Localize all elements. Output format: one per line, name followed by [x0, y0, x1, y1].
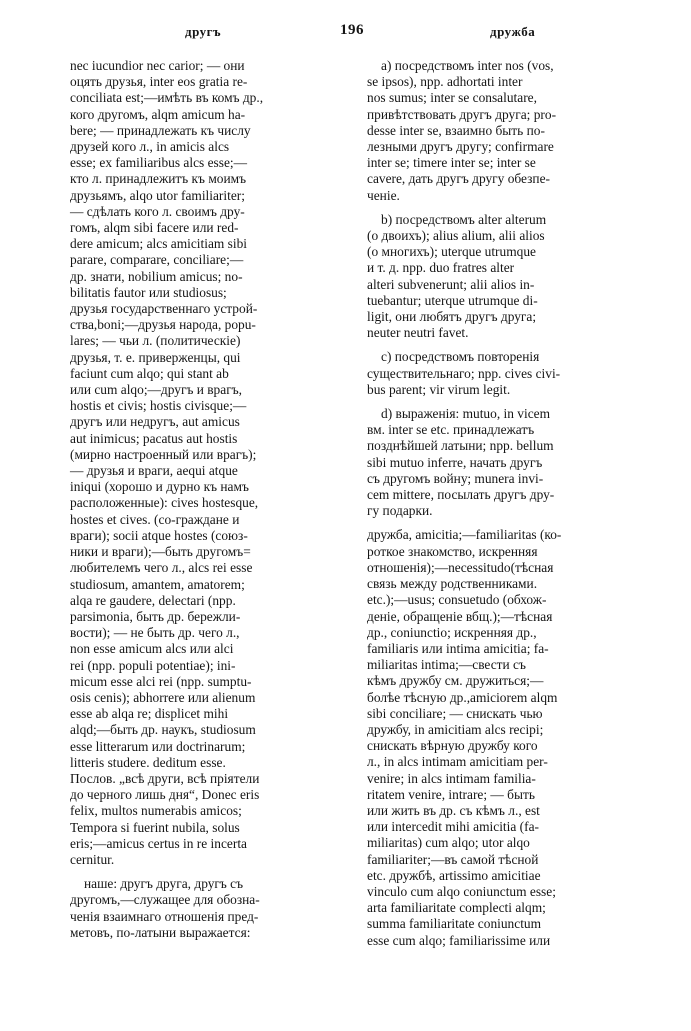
text-line: наше: другъ друга, другъ съ	[84, 876, 244, 892]
text-line: друзья, т. е. приверженцы, qui	[70, 349, 241, 365]
text-line: друзья государственнаго устрой-	[70, 301, 258, 317]
text-line: связь между родственниками.	[367, 576, 538, 592]
text-line: desse inter se, взаимно быть по-	[367, 122, 545, 138]
text-line: litteris studere. deditum esse.	[70, 754, 226, 770]
page-number: 196	[340, 22, 364, 38]
text-line: bus parent; vir virum legit.	[367, 381, 511, 397]
text-line: другомъ,—служащее для обозна-	[70, 892, 260, 908]
text-line: вм. inter se etc. принадлежатъ	[367, 422, 535, 438]
text-line: оцять друзья, inter eos gratia re-	[70, 74, 248, 90]
text-line: inter se; timere inter se; inter se	[367, 155, 536, 171]
text-line: дружбу, in amicitiam alcs recipi;	[367, 721, 544, 737]
text-line: другъ или недругъ, aut amicus	[70, 414, 240, 430]
text-line: parsimonia, быть др. бережли-	[70, 608, 241, 624]
text-line: отношенія);—necessitudo(тѣсная	[367, 559, 554, 575]
text-line: cernitur.	[70, 851, 115, 867]
text-line: etc.);—usus; consuetudo (обхож-	[367, 592, 547, 608]
text-line: esse; ex familiaribus alcs esse;—	[70, 155, 248, 171]
text-line: hostis et civis; hostis civisque;—	[70, 398, 247, 414]
text-line: Tempora si fuerint nubila, solus	[70, 819, 240, 835]
text-line: ченія взаимнаго отношенія пред-	[70, 908, 259, 924]
text-line: ства,boni;—друзья народа, popu-	[70, 317, 256, 333]
text-line: venire; in alcs intimam familia-	[367, 770, 536, 786]
left-column	[70, 58, 352, 941]
text-line: b) посредствомъ alter alterum	[381, 211, 547, 227]
text-line: ники и враги);—быть другомъ=	[70, 544, 251, 560]
text-line: vinculo cum alqo coniunctum esse;	[367, 883, 556, 899]
text-line: вости); — не быть др. чего л.,	[70, 625, 240, 641]
text-line: дружба, amicitia;—familiaritas (ко-	[367, 527, 562, 543]
text-line: кого другомъ, alqm amicum ha-	[70, 106, 246, 122]
text-line: др., coniunctio; искренняя др.,	[367, 624, 537, 640]
text-line: кто л. принадлежитъ къ моимъ	[70, 171, 247, 187]
text-line: aut inimicus; pacatus aut hostis	[70, 430, 238, 446]
text-line: arta familiaritate complecti alqm;	[367, 900, 546, 916]
text-line: расположенные): cives hostesque,	[70, 495, 259, 511]
text-line: любителемъ чего л., alcs rei esse	[70, 560, 253, 576]
text-line: esse litterarum или doctrinarum;	[70, 738, 246, 754]
text-line: parare, comparare, conciliare;—	[70, 252, 244, 268]
text-line: miliaritas intima;—свести съ	[367, 657, 526, 673]
text-line: lares; — чьи л. (политическіе)	[70, 333, 241, 349]
text-line: лезными другъ другу; confirmare	[367, 139, 554, 155]
text-line: felix, multos numerabis amicos;	[70, 803, 242, 819]
text-line: iniqui (хорошо и дурно къ намъ	[70, 479, 249, 495]
text-line: hostes et cives. (со-граждане и	[70, 511, 240, 527]
text-line: или cum alqo;—другъ и врагъ,	[70, 382, 242, 398]
text-line: osis cenis); abhorrere или alienum	[70, 689, 256, 705]
text-line: nec iucundior nec carior; — они	[70, 58, 245, 73]
text-line: studiosum, amantem, amatorem;	[70, 576, 245, 592]
text-line: съ другомъ войну; munera invi-	[367, 470, 544, 486]
text-line: rei (npp. populi potentiae); ini-	[70, 657, 236, 673]
text-line: ченіе.	[367, 187, 400, 203]
text-line: d) выраженія: mutuo, in vicem	[381, 406, 550, 422]
text-line: снискать вѣрную дружбу кого	[367, 738, 538, 754]
text-line: faciunt cum alqo; qui stant ab	[70, 365, 229, 381]
text-line: (о двоихъ); alius alium, alii alios	[367, 228, 545, 244]
text-line: существительнаго; npp. cives civi-	[367, 365, 561, 381]
text-line: гу подарки.	[367, 503, 433, 519]
text-line: позднѣйшей латыни; npp. bellum	[367, 438, 554, 454]
text-line: dere amicum; alcs amicitiam sibi	[70, 236, 247, 252]
text-line: non esse amicum alcs или alci	[70, 641, 234, 657]
text-line: esse ab alqa re; displicet mihi	[70, 706, 229, 722]
text-line: alqa re gaudere, delectari (npp.	[70, 592, 236, 608]
text-line: метовъ, по-латыни выражается:	[70, 924, 251, 940]
text-line: cem mittere, посылать другъ дру-	[367, 487, 555, 503]
text-line: miliaritas) cum alqo; utor alqo	[367, 835, 530, 851]
text-line: враги); socii atque hostes (союз-	[70, 527, 248, 543]
text-line: (о многихъ); uterque utrumque	[367, 244, 536, 260]
text-line: summa familiaritate coniunctum	[367, 916, 542, 932]
running-head-right: дружба	[490, 24, 536, 39]
text-line: болѣе тѣсную др.,amiciorem alqm	[367, 689, 558, 705]
text-line: и т. д. npp. duo fratres alter	[367, 260, 515, 276]
text-line: se ipsos), npp. adhortati inter	[367, 74, 523, 90]
text-line: bilitatis fautor или studiosus;	[70, 284, 227, 300]
text-line: alteri subvenerunt; alii alios in-	[367, 276, 535, 292]
text-line: Послов. „всѣ други, всѣ пріятели	[70, 770, 260, 786]
text-line: роткое знакомство, искренняя	[367, 543, 538, 559]
text-line: eris;—amicus certus in re incerta	[70, 835, 247, 851]
text-line: neuter neutri favet.	[367, 325, 469, 341]
right-column	[367, 58, 623, 949]
text-line: или жить въ др. съ кѣмъ л., est	[367, 802, 540, 818]
text-line: — сдѣлать кого л. своимъ дру-	[70, 203, 245, 219]
text-line: etc. дружбѣ, artissimo amicitiae	[367, 867, 541, 883]
text-line: привѣтствовать другъ друга; pro-	[367, 106, 557, 122]
text-line: familiaris или intima amicitia; fa-	[367, 640, 549, 656]
text-line: sibi mutuo inferre, начать другъ	[367, 454, 543, 470]
running-head-left: другъ	[185, 24, 222, 39]
text-line: кѣмъ дружбу см. дружиться;—	[367, 673, 544, 689]
text-line: до черного лишь дня“, Donec eris	[70, 787, 260, 803]
text-line: cavere, дать другъ другу обезпе-	[367, 171, 550, 187]
text-line: bere; — принадлежать къ числу	[70, 122, 251, 138]
text-line: alqd;—быть др. наукъ, studiosum	[70, 722, 256, 738]
text-line: деніе, обращеніе вбщ.);—тѣсная	[367, 608, 553, 624]
text-line: familiariter;—въ самой тѣсной	[367, 851, 539, 867]
text-line: tuebantur; uterque utrumque di-	[367, 292, 538, 308]
text-line: sibi conciliare; — снискать чью	[367, 705, 543, 721]
text-line: л., in alcs intimam amicitiam per-	[367, 754, 548, 770]
text-line: nos sumus; inter se consalutare,	[367, 90, 537, 106]
text-line: esse cum alqo; familiarissime или	[367, 932, 551, 948]
text-line: micum esse alci rei (npp. sumptu-	[70, 673, 252, 689]
text-line: друзей кого л., in amicis alcs	[70, 139, 230, 155]
text-line: ritatem venire, intrare; — быть	[367, 786, 535, 802]
text-line: — друзья и враги, aequi atque	[70, 463, 238, 479]
text-line: a) посредствомъ inter nos (vos,	[381, 58, 554, 73]
text-line: или intercedit mihi amicitia (fa-	[367, 819, 539, 835]
text-line: др. знати, nobilium amicus; no-	[70, 268, 243, 284]
text-line: друзьямъ, alqo utor familiariter;	[70, 187, 245, 203]
text-line: гомъ, alqm sibi facere или red-	[70, 220, 239, 236]
text-line: c) посредствомъ повторенія	[381, 349, 540, 365]
text-line: (мирно настроенный или врагъ);	[70, 446, 257, 462]
text-line: conciliata est;—имѣть въ комъ др.,	[70, 90, 264, 106]
text-line: ligit, они любятъ другъ друга;	[367, 309, 537, 325]
